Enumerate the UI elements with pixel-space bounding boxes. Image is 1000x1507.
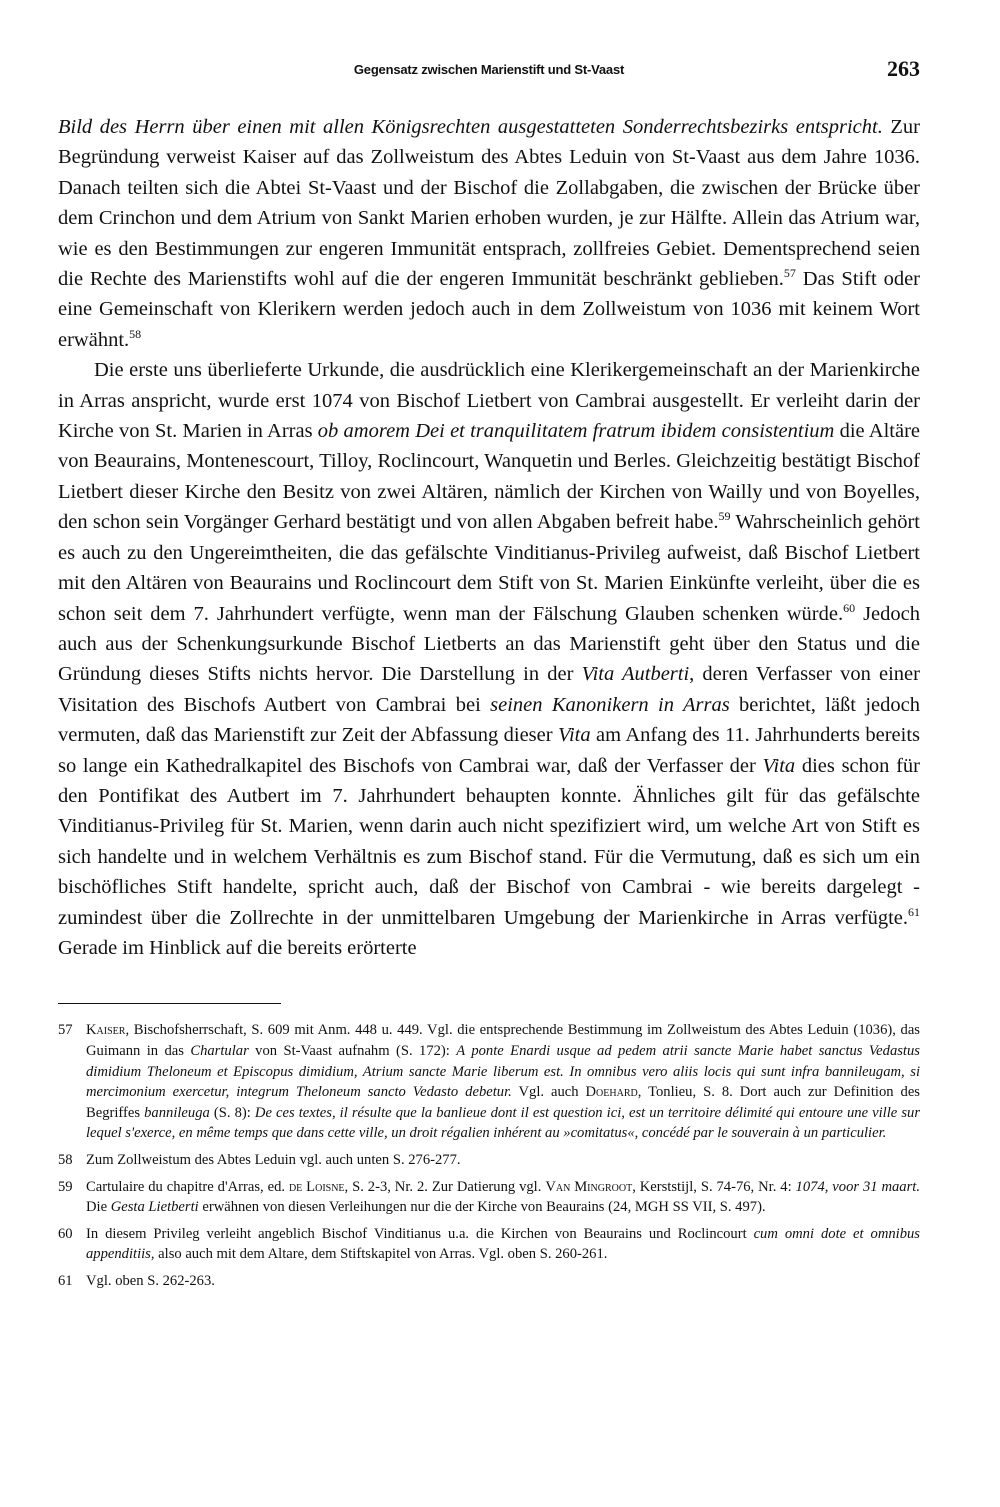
text-run: In diesem Privileg verleiht angeblich Bischof Vinditianus u.a. die Kirchen von Beaurains und Roclincourt: [86, 1225, 754, 1242]
work-title: Vita: [557, 724, 591, 747]
footnote-number: 59: [58, 1178, 73, 1195]
page-number: 263: [887, 56, 920, 81]
footnote-59: [58, 1177, 920, 1218]
author-name: Kaiser: [86, 1022, 126, 1039]
text-run: Gerade im Hinblick auf die bereits erörterte: [58, 936, 417, 959]
text-run: Zum Zollweistum des Abtes Leduin vgl. auch unten S. 276-277.: [86, 1151, 461, 1168]
text-run: berichtet, läßt jedoch vermuten, daß das Marienstift zur Zeit der Abfassung dieser: [58, 693, 921, 747]
text-run: Vgl. auch: [511, 1084, 586, 1101]
work-title: Chartular: [190, 1042, 249, 1059]
footnote-58: [58, 1150, 920, 1171]
text-run: dies schon für den Pontifikat des Autbert im 7. Jahrhundert behaupten konnte. Ähnliches gilt für das gefälschte Vinditianus-Privileg für St. Marien, wenn darin auch nicht spezifiziert wird, um welche Art von Stift es sich handelte und in welchem Verhältnis es zum Bischof stand. Für die Vermutung, daß es sich um ein bischöfliches Stift handelte, spricht auch, daß der Bischof von Cambrai - wie bereits dargelegt - zumindest über die Zollrechte in der unmittelbaren Umgebung der Marienkirche in Arras verfügte.: [58, 754, 920, 929]
footnote-ref-60[interactable]: 60: [843, 600, 856, 615]
author-name: Van Mingroot: [545, 1178, 633, 1195]
paragraph-1: [58, 112, 920, 355]
text-run: Wahrscheinlich gehört es auch zu den Ungereimtheiten, die das gefälschte Vinditianus-Privileg aufweist, daß Bischof Lietbert mit den Altären von Beaurains und Roclincourt dem Stift von St. Marien Einkünfte verleiht, über die es schon seit dem 7. Jahrhundert verfügte, wenn man der Fälschung Glauben schenken würde.: [58, 511, 920, 625]
footnote-divider: [58, 1003, 281, 1004]
footnote-61: [58, 1271, 920, 1292]
text-run: , Bischofsherrschaft, S. 609 mit Anm. 448 u. 449. Vgl. die entsprechende Bestimmung im Zollweistum des Abtes Leduin (1036), das Guimann in das: [86, 1022, 920, 1059]
running-title: Gegensatz zwischen Marienstift und St-Vaast: [353, 62, 625, 77]
latin-quote: cum omni dote et omnibus appenditiis: [86, 1225, 920, 1263]
latin-quote: A ponte Enardi usque ad pedem atrii sancte Marie habet sanctus Vedastus dimidium Theloneum et Episcopus dimidium, Atrium sancte Marie liberum est. In omnibus vero aliis locis qui sunt infra bannileugam, si mercimonium exercetur, integrum Theloneum sancto Vedasto debetur.: [86, 1042, 920, 1101]
body-text: [58, 112, 920, 963]
footnote-number: 58: [58, 1151, 73, 1168]
italic-date: 1074, voor 31 maart.: [795, 1178, 920, 1195]
french-quote: De ces textes, il résulte que la banlieue dont il est question ici, est un territoire délimité qui entoure une ville sur lequel s'exerce, en même temps que dans cette ville, un droit régalien inhérent au »comitatus«, concédé par le souverain à un particulier.: [86, 1104, 921, 1142]
footnote-number: 57: [58, 1022, 73, 1039]
footnote-57: [58, 1020, 920, 1144]
footnote-number: 61: [58, 1272, 73, 1289]
text-run: Vgl. oben S. 262-263.: [86, 1272, 215, 1289]
text-run: , also auch mit dem Altare, dem Stiftskapitel von Arras. Vgl. oben S. 260-261.: [150, 1246, 608, 1263]
footnote-ref-59[interactable]: 59: [718, 509, 731, 524]
author-name: Doehard: [585, 1084, 638, 1101]
footnotes: [58, 1020, 920, 1291]
footnote-ref-58[interactable]: 58: [129, 326, 142, 341]
paragraph-2: [58, 355, 920, 963]
author-name: de Loisne: [288, 1178, 345, 1195]
text-run: Das Stift oder eine Gemeinschaft von Klerikern werden jedoch auch in dem Zollweistum von 1036 mit keinem Wort erwähnt.: [58, 268, 920, 351]
text-run: Die erste uns überlieferte Urkunde, die ausdrücklich eine Klerikergemeinschaft an der Marienkirche in Arras anspricht, wurde erst 1074 von Bischof Lietbert von Cambrai ausgestellt. Er verleiht darin der Kirche von St. Marien in Arras: [58, 359, 920, 443]
text-run: am Anfang des 11. Jahrhunderts bereits so lange ein Kathedralkapitel des Bischofs von Cambrai war, daß der Verfasser der: [58, 724, 920, 777]
text-run: (S. 8):: [209, 1104, 255, 1121]
text-run: Cartulaire du chapitre d'Arras, ed.: [86, 1178, 289, 1195]
text-run: von St-Vaast aufnahm (S. 172):: [248, 1042, 457, 1059]
text-run: , Kerststijl, S. 74-76, Nr. 4:: [632, 1178, 796, 1195]
book-page: [58, 56, 920, 1298]
work-title: Vita: [762, 754, 796, 777]
footnote-60: [58, 1224, 920, 1265]
footnote-ref-61[interactable]: 61: [908, 904, 920, 919]
text-run: Zur Begründung verweist Kaiser auf das Zollweistum des Abtes Leduin von St-Vaast aus dem Jahre 1036. Danach teilten sich die Abtei St-Vaast und der Bischof die Zollabgaben, die zwischen der Brücke über dem Crinchon und dem Atrium von Sankt Marien erhoben wurden, je zur Hälfte. Allein das Atrium war, wie es den Bestimmungen zur engeren Immunität entsprach, zollfreies Gebiet. Dementsprechend seien die Rechte des Marienstifts wohl auf die der engeren Immunität beschränkt geblieben.: [58, 116, 920, 291]
footnote-ref-57[interactable]: 57: [783, 266, 796, 281]
footnote-number: 60: [58, 1225, 73, 1242]
text-run: , S. 2-3, Nr. 2. Zur Datierung vgl.: [344, 1178, 546, 1195]
italic-quote: Bild des Herrn über einen mit allen Königsrechten ausgestatteten Sonderrechtsbezirks entspricht.: [58, 116, 883, 138]
latin-quote: ob amorem Dei et tranquilitatem fratrum ibidem consistentium: [317, 420, 835, 443]
text-run: die Altäre von Beaurains, Montenescourt, Tilloy, Roclincourt, Wanquetin und Berles. Gleichzeitig bestätigt Bischof Lietbert dieser Kirche den Besitz von zwei Altären, nämlich der Kirchen von Wailly und von Boyelles, den schon sein Vorgänger Gerhard bestätigt und von allen Abgaben befreit habe.: [58, 420, 920, 534]
italic-term: bannileuga: [144, 1104, 210, 1121]
work-title: Gesta Lietberti: [110, 1199, 199, 1216]
text-run: Die: [86, 1199, 111, 1216]
text-run: Jedoch auch aus der Schenkungsurkunde Bischof Lietberts an das Marienstift geht über den Status und die Gründung dieses Stifts nichts hervor. Die Darstellung in der: [58, 602, 920, 686]
italic-phrase: seinen Kanonikern in Arras: [490, 693, 730, 716]
work-title: Vita Autberti: [581, 663, 690, 686]
text-run: , Tonlieu, S. 8. Dort auch zur Definition des Begriffes: [86, 1084, 920, 1121]
text-run: , deren Verfasser von einer Visitation des Bischofs Autbert von Cambrai bei: [58, 663, 920, 716]
running-head: [58, 56, 920, 92]
text-run: erwähnen von diesen Verleihungen nur die der Kirche von Beaurains (24, MGH SS VII, S. 497).: [198, 1199, 766, 1216]
